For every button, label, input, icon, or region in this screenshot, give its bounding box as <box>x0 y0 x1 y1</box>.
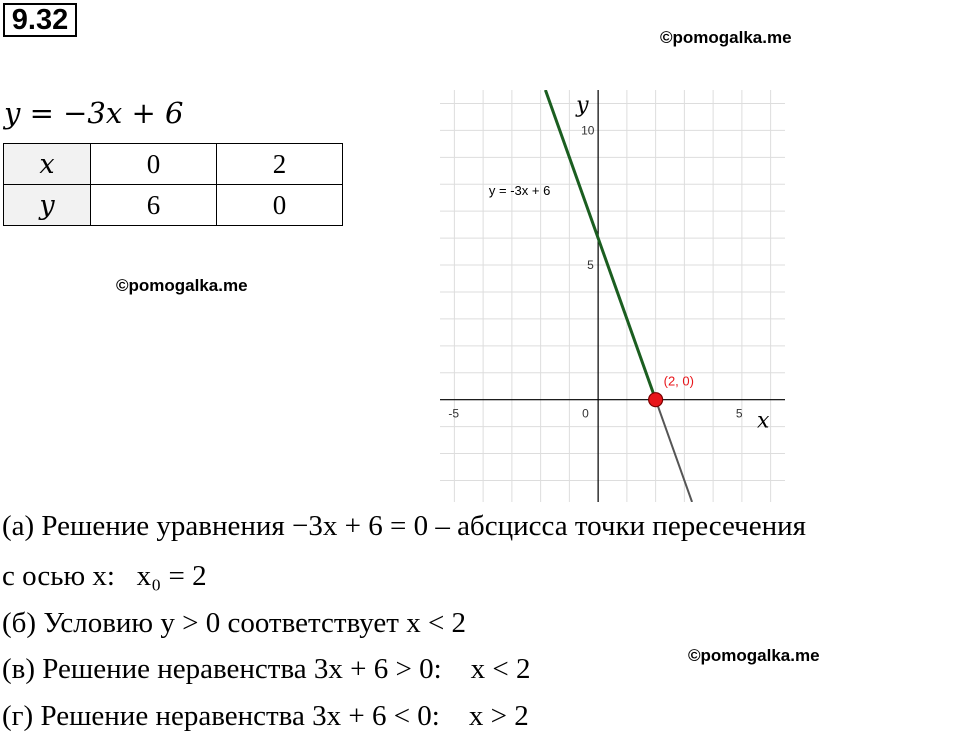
grid-lines <box>440 90 785 502</box>
table-cell: 6 <box>91 185 217 226</box>
table-row <box>4 185 343 226</box>
answer-a-line2: с осью x: x₀ = 2 <box>2 560 207 592</box>
watermark-top: ©pomogalka.me <box>660 28 792 47</box>
table-cell: 0 <box>217 185 343 226</box>
y-axis-label: y <box>576 93 589 118</box>
line-extension <box>656 400 692 502</box>
point-label: (2, 0) <box>663 373 694 389</box>
answer-a-line1: (а) Решение уравнения −3x + 6 = 0 – абсцисса точки пересечения <box>2 510 806 542</box>
tick-labels <box>448 123 743 420</box>
answer-v: (в) Решение неравенства 3x + 6 > 0: x < 2 <box>2 653 531 685</box>
intersection-point <box>649 393 663 407</box>
function-line <box>545 90 655 400</box>
x-tick-label: 5 <box>735 406 743 421</box>
watermark-bottom: ©pomogalka.me <box>688 646 820 665</box>
answer-b: (б) Условию y > 0 соответствует x < 2 <box>2 607 467 639</box>
values-table <box>3 143 343 226</box>
table-cell: 0 <box>91 144 217 185</box>
x-tick-label: 0 <box>582 406 589 421</box>
y-tick-label: 10 <box>581 123 595 138</box>
table-head-y: y <box>4 185 91 226</box>
watermark-left: ©pomogalka.me <box>116 276 248 295</box>
table-cell: 2 <box>217 144 343 185</box>
function-graph <box>440 90 785 502</box>
line-label: y = -3x + 6 <box>488 183 551 199</box>
x-tick-label: -5 <box>448 406 460 421</box>
equation: y = −3x + 6 <box>4 96 184 130</box>
x-axis-label: x <box>757 408 770 434</box>
problem-number: 9.32 <box>3 3 77 37</box>
table-row <box>4 144 343 185</box>
table-head-x: x <box>4 144 91 185</box>
answer-g: (г) Решение неравенства 3x + 6 < 0: x > 2 <box>2 700 529 732</box>
y-tick-label: 5 <box>587 258 594 273</box>
